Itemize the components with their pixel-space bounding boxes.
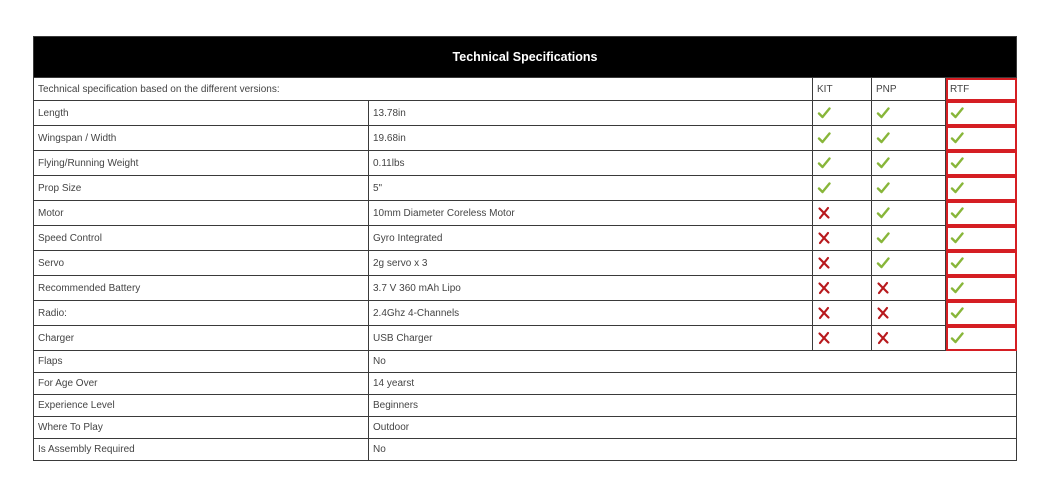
spec-label: For Age Over [34, 373, 369, 395]
spec-label: Motor [34, 201, 369, 226]
spec-label: Is Assembly Required [34, 439, 369, 461]
spec-row [34, 101, 1017, 126]
availability-pnp [872, 276, 946, 301]
spec-label: Speed Control [34, 226, 369, 251]
versions-row [34, 78, 1017, 101]
check-icon [950, 231, 964, 245]
spec-label: Recommended Battery [34, 276, 369, 301]
spec-row [34, 201, 1017, 226]
spec-value: Outdoor [369, 417, 1017, 439]
availability-rtf [946, 201, 1017, 226]
spec-label: Length [34, 101, 369, 126]
check-icon [876, 256, 890, 270]
spec-label: Wingspan / Width [34, 126, 369, 151]
availability-kit [813, 126, 872, 151]
check-icon [950, 181, 964, 195]
availability-kit [813, 151, 872, 176]
versions-intro: Technical specification based on the different versions: [34, 78, 813, 101]
spec-row [34, 351, 1017, 373]
spec-row [34, 395, 1017, 417]
version-kit: KIT [813, 78, 872, 101]
spec-value: 3.7 V 360 mAh Lipo [369, 276, 813, 301]
cross-icon [876, 281, 890, 295]
availability-pnp [872, 201, 946, 226]
spec-row [34, 373, 1017, 395]
spec-label: Flaps [34, 351, 369, 373]
availability-kit [813, 201, 872, 226]
availability-kit [813, 276, 872, 301]
version-pnp: PNP [872, 78, 946, 101]
check-icon [876, 156, 890, 170]
spec-label: Charger [34, 326, 369, 351]
spec-value: Beginners [369, 395, 1017, 417]
check-icon [876, 206, 890, 220]
cross-icon [876, 331, 890, 345]
spec-value: No [369, 351, 1017, 373]
check-icon [950, 156, 964, 170]
version-rtf: RTF [946, 78, 1017, 101]
availability-rtf [946, 326, 1017, 351]
availability-rtf [946, 101, 1017, 126]
availability-kit [813, 176, 872, 201]
cross-icon [817, 206, 831, 220]
check-icon [950, 281, 964, 295]
check-icon [950, 306, 964, 320]
check-icon [817, 106, 831, 120]
check-icon [876, 231, 890, 245]
spec-label: Prop Size [34, 176, 369, 201]
check-icon [817, 156, 831, 170]
cross-icon [817, 331, 831, 345]
spec-value: 0.11lbs [369, 151, 813, 176]
availability-rtf [946, 301, 1017, 326]
spec-row [34, 151, 1017, 176]
spec-table-container [33, 36, 1016, 461]
technical-specifications-table [33, 36, 1017, 461]
check-icon [876, 181, 890, 195]
cross-icon [817, 256, 831, 270]
spec-label: Servo [34, 251, 369, 276]
spec-value: USB Charger [369, 326, 813, 351]
spec-row [34, 126, 1017, 151]
check-icon [876, 131, 890, 145]
cross-icon [876, 306, 890, 320]
check-icon [817, 131, 831, 145]
spec-value: 19.68in [369, 126, 813, 151]
spec-value: No [369, 439, 1017, 461]
spec-row [34, 276, 1017, 301]
availability-kit [813, 326, 872, 351]
availability-kit [813, 251, 872, 276]
spec-row [34, 301, 1017, 326]
availability-rtf [946, 126, 1017, 151]
availability-rtf [946, 251, 1017, 276]
spec-row [34, 176, 1017, 201]
availability-pnp [872, 126, 946, 151]
table-header-row [34, 37, 1017, 78]
check-icon [950, 206, 964, 220]
spec-row [34, 251, 1017, 276]
availability-kit [813, 301, 872, 326]
spec-row [34, 226, 1017, 251]
availability-pnp [872, 326, 946, 351]
cross-icon [817, 281, 831, 295]
spec-label: Where To Play [34, 417, 369, 439]
spec-label: Flying/Running Weight [34, 151, 369, 176]
spec-label: Experience Level [34, 395, 369, 417]
availability-pnp [872, 151, 946, 176]
spec-row [34, 326, 1017, 351]
cross-icon [817, 231, 831, 245]
check-icon [950, 331, 964, 345]
cross-icon [817, 306, 831, 320]
availability-pnp [872, 251, 946, 276]
spec-value: 14 yearst [369, 373, 1017, 395]
availability-kit [813, 226, 872, 251]
check-icon [817, 181, 831, 195]
availability-rtf [946, 176, 1017, 201]
availability-pnp [872, 301, 946, 326]
spec-value: 13.78in [369, 101, 813, 126]
spec-row [34, 439, 1017, 461]
check-icon [950, 256, 964, 270]
availability-kit [813, 101, 872, 126]
check-icon [950, 106, 964, 120]
availability-rtf [946, 226, 1017, 251]
availability-rtf [946, 151, 1017, 176]
spec-value: 10mm Diameter Coreless Motor [369, 201, 813, 226]
spec-value: 5" [369, 176, 813, 201]
spec-row [34, 417, 1017, 439]
spec-value: Gyro Integrated [369, 226, 813, 251]
check-icon [950, 131, 964, 145]
spec-value: 2.4Ghz 4-Channels [369, 301, 813, 326]
availability-rtf [946, 276, 1017, 301]
availability-pnp [872, 176, 946, 201]
check-icon [876, 106, 890, 120]
table-title: Technical Specifications [34, 37, 1017, 78]
availability-pnp [872, 101, 946, 126]
spec-label: Radio: [34, 301, 369, 326]
availability-pnp [872, 226, 946, 251]
spec-value: 2g servo x 3 [369, 251, 813, 276]
